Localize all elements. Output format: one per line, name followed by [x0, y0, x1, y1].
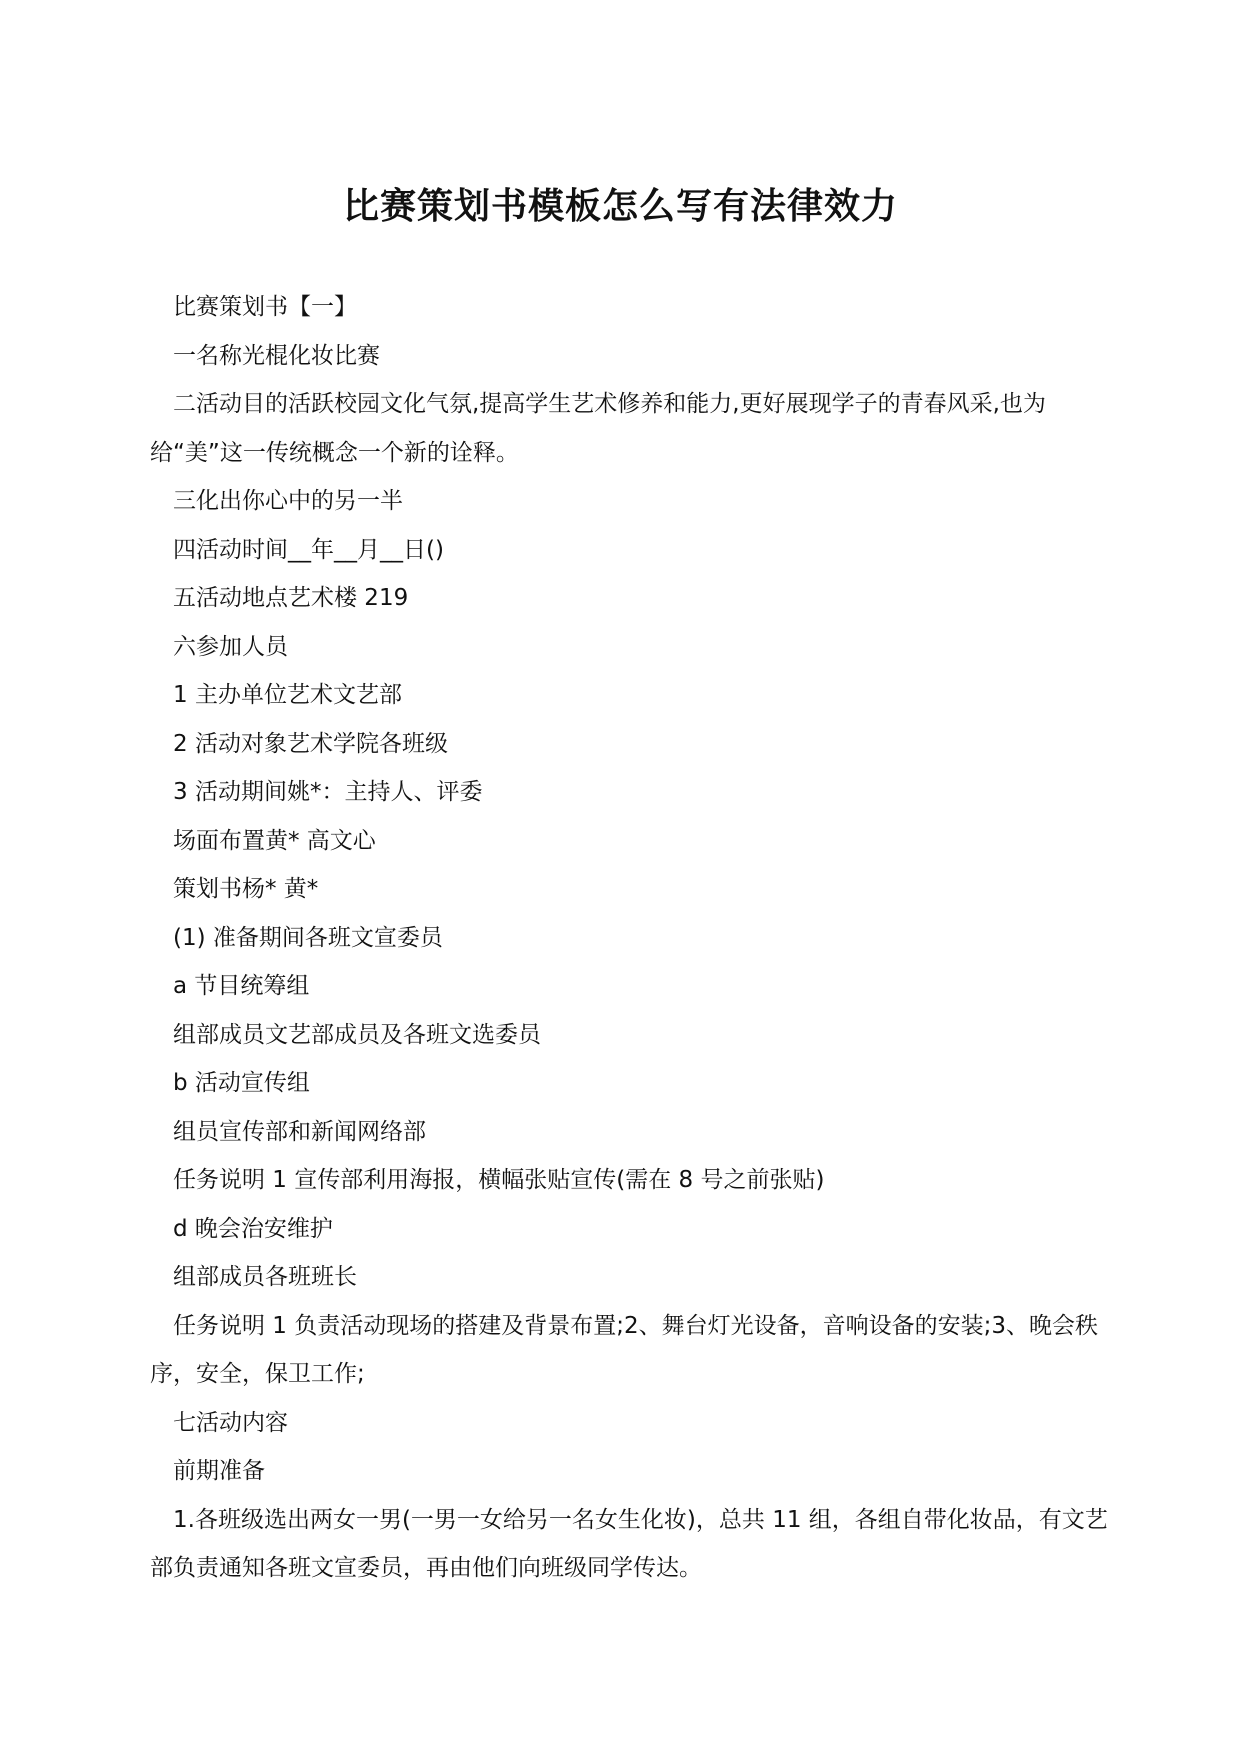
- paragraph: 组部成员文艺部成员及各班文选委员: [173, 1021, 541, 1048]
- paragraph: 1 主办单位艺术文艺部: [173, 682, 402, 708]
- paragraph: a 节目统筹组: [173, 973, 310, 999]
- paragraph: 组部成员各班班长: [173, 1264, 357, 1290]
- paragraph: 任务说明 1 负责活动现场的搭建及背景布置;2、舞台灯光设备，音响设备的安装;3、晚会秩序，安全，保卫工作;: [150, 1312, 1099, 1387]
- paragraph: b 活动宣传组: [173, 1070, 310, 1096]
- paragraph: 二活动目的活跃校园文化气氛,提高学生艺术修养和能力,更好展现学子的青春风采,也为给“美”这一传统概念一个新的诠释。: [150, 391, 1046, 466]
- paragraph: d 晚会治安维护: [173, 1215, 333, 1242]
- paragraph: 2 活动对象艺术学院各班级: [173, 730, 448, 757]
- paragraph: 1.各班级选出两女一男(一男一女给另一名女生化妆)，总共 11 组，各组自带化妆品，有文艺部负责通知各班文宣委员，再由他们向班级同学传达。: [150, 1506, 1108, 1581]
- paragraph: 五活动地点艺术楼 219: [173, 585, 409, 611]
- paragraph: (1) 准备期间各班文宣委员: [173, 924, 443, 951]
- document-body: [150, 283, 1110, 1593]
- paragraph: 四活动时间__年__月__日(): [173, 536, 444, 563]
- paragraph: 任务说明 1 宣传部利用海报，横幅张贴宣传(需在 8 号之前张贴): [173, 1167, 825, 1193]
- document-title: 比赛策划书模板怎么写有法律效力: [342, 186, 898, 228]
- paragraph: 前期准备: [173, 1458, 265, 1484]
- paragraph: 场面布置黄* 高文心: [173, 827, 376, 854]
- paragraph: 三化出你心中的另一半: [173, 488, 403, 514]
- paragraph: 比赛策划书【一】: [173, 294, 357, 320]
- paragraph: 策划书杨* 黄*: [173, 876, 319, 902]
- paragraph: 3 活动期间姚*：主持人、评委: [173, 779, 483, 805]
- paragraph: 六参加人员: [173, 633, 288, 660]
- paragraph: 组员宣传部和新闻网络部: [173, 1118, 426, 1145]
- paragraph: 七活动内容: [173, 1409, 288, 1436]
- paragraph: 一名称光棍化妆比赛: [173, 342, 380, 369]
